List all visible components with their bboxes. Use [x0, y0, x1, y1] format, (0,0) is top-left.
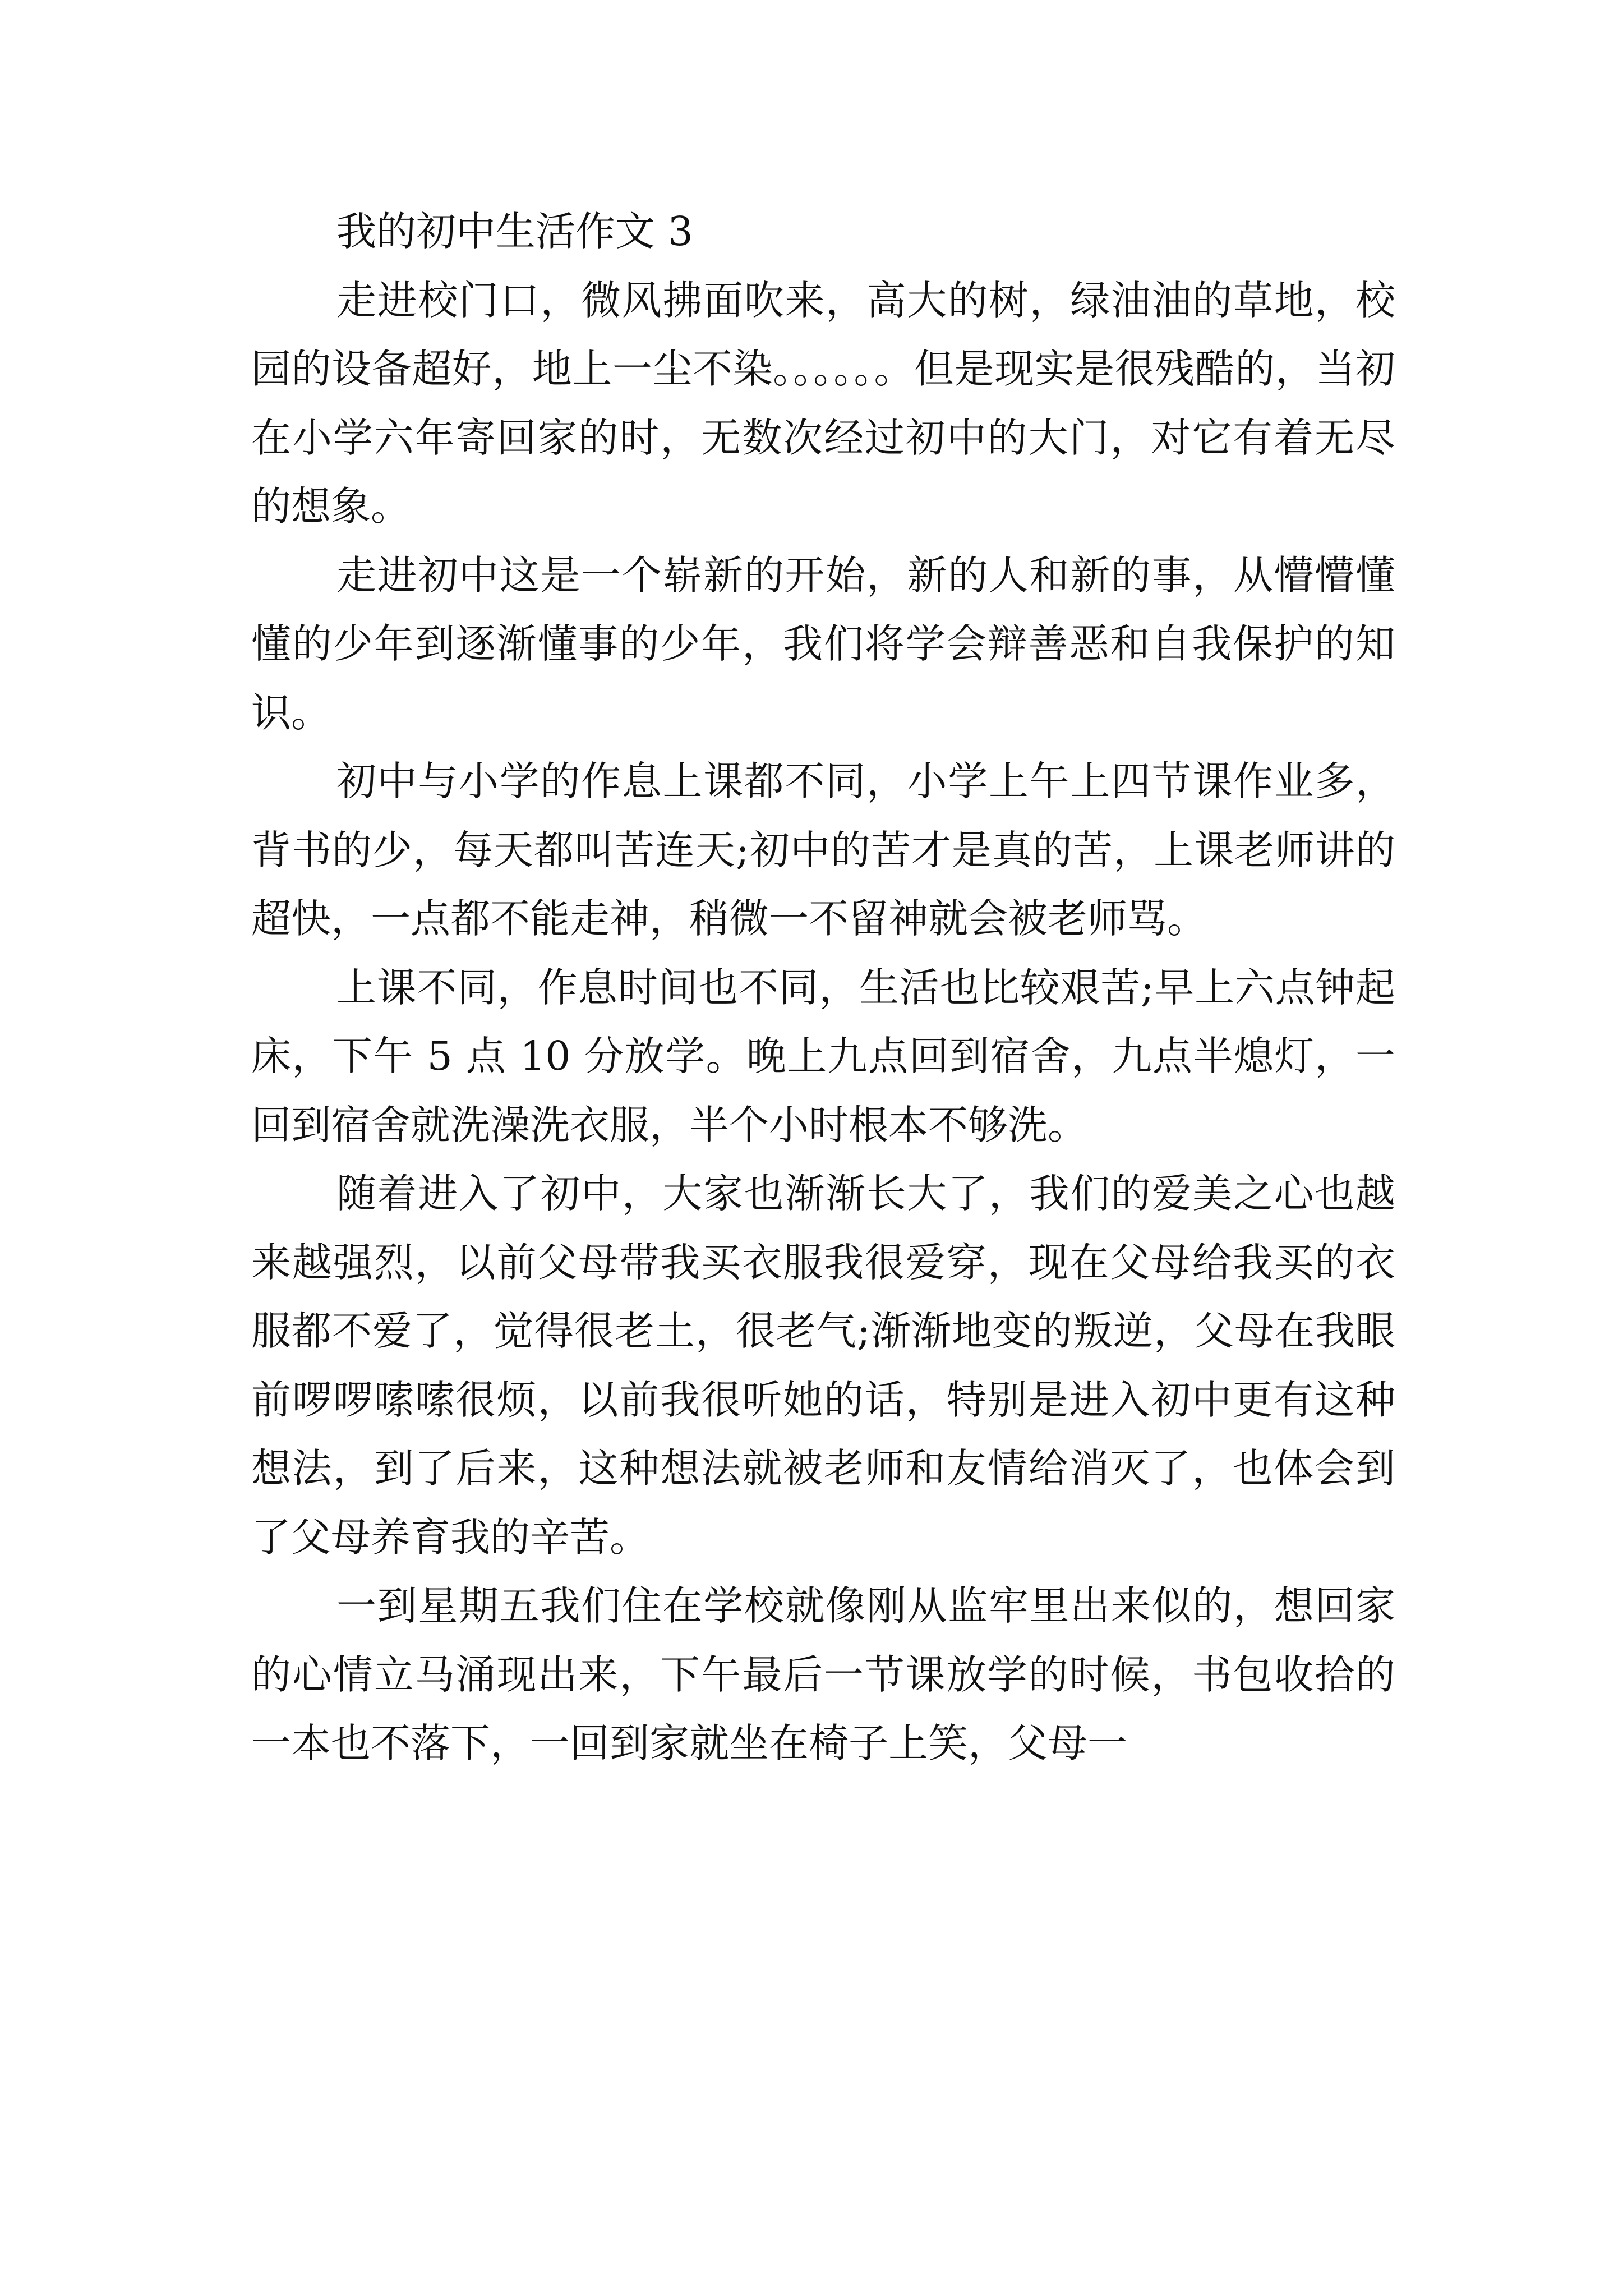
document-body	[251, 197, 1395, 1778]
paragraph: 随着进入了初中，大家也渐渐长大了，我们的爱美之心也越来越强烈，以前父母带我买衣服我很爱穿，现在父母给我买的衣服都不爱了，觉得很老土，很老气;渐渐地变的叛逆，父母在我眼前啰啰嗦嗦很烦，以前我很听她的话，特别是进入初中更有这种想法，到了后来，这种想法就被老师和友情给消灭了，也体会到了父母养育我的辛苦。	[251, 1170, 1395, 1561]
paragraph: 一到星期五我们住在学校就像刚从监牢里出来似的，想回家的心情立马涌现出来，下午最后一节课放学的时候，书包收拾的一本也不落下，一回到家就坐在椅子上笑，父母一	[251, 1582, 1395, 1766]
paragraph: 走进初中这是一个崭新的开始，新的人和新的事，从懵懵懂懂的少年到逐渐懂事的少年，我们将学会辩善恶和自我保护的知识。	[251, 551, 1395, 736]
document-title: 我的初中生活作文 3	[336, 208, 693, 255]
paragraph: 初中与小学的作息上课都不同，小学上午上四节课作业多，背书的少，每天都叫苦连天;初中的苦才是真的苦，上课老师讲的超快，一点都不能走神，稍微一不留神就会被老师骂。	[251, 758, 1395, 942]
paragraph: 上课不同，作息时间也不同，生活也比较艰苦;早上六点钟起床，下午 5 点 10 分放学。晚上九点回到宿舍，九点半熄灯，一回到宿舍就洗澡洗衣服，半个小时根本不够洗。	[251, 964, 1395, 1148]
paragraph: 走进校门口，微风拂面吹来，高大的树，绿油油的草地，校园的设备超好，地上一尘不染。。。。。。但是现实是很残酷的，当初在小学六年寄回家的时，无数次经过初中的大门，对它有着无尽的想象。	[251, 277, 1395, 530]
